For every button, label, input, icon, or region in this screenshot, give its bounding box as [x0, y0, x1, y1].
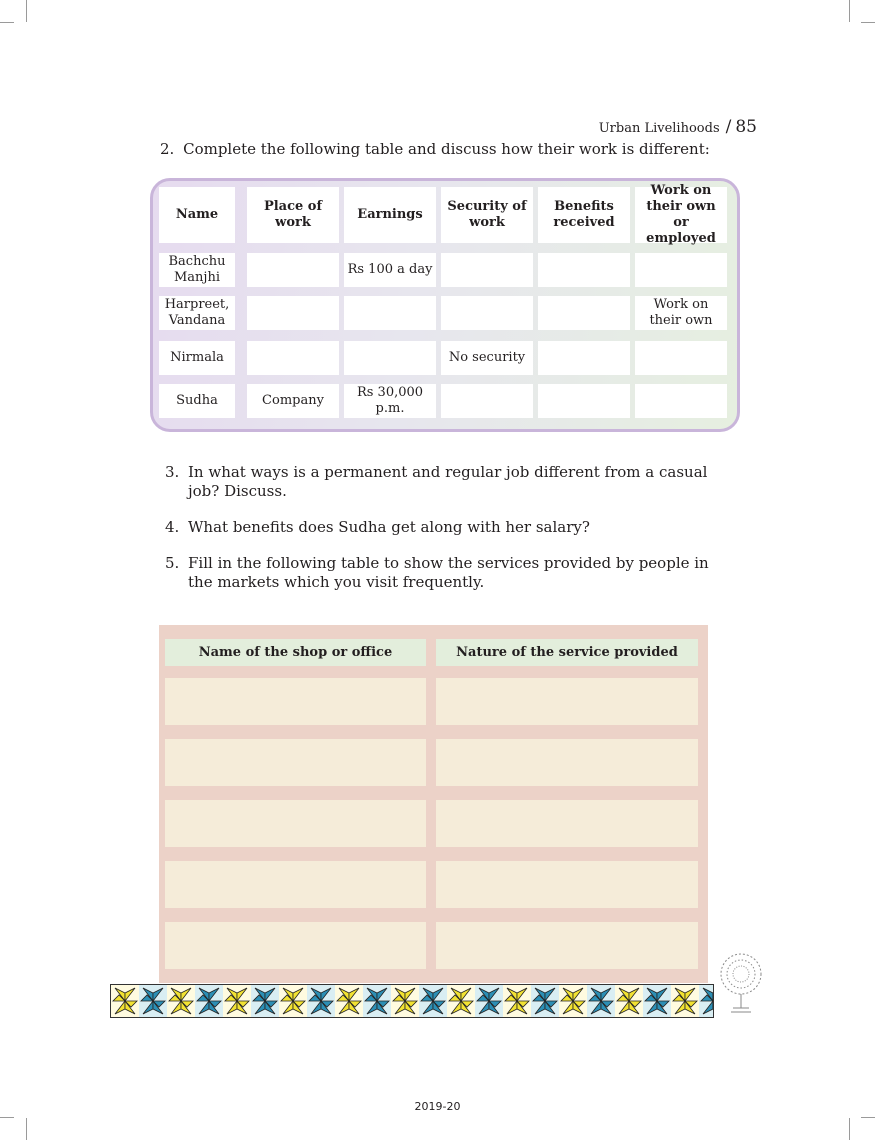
- crop-mark: [0, 1117, 14, 1118]
- table-cell: [441, 253, 533, 287]
- question-number: 3.: [165, 463, 180, 481]
- table-cell: [538, 341, 630, 375]
- border-tile: [503, 985, 531, 1017]
- table-cell: [441, 384, 533, 418]
- border-tile: [475, 985, 503, 1017]
- table-cell: Rs 100 a day: [344, 253, 436, 287]
- blank-cell: [436, 678, 698, 725]
- question-text: What benefits does Sudha get along with her salary?: [188, 518, 590, 536]
- question-number: 2.: [160, 140, 175, 158]
- column-header: Work on their own or employed: [635, 187, 727, 243]
- border-tile: [335, 985, 363, 1017]
- question-number: 4.: [165, 518, 180, 536]
- table-cell: [344, 296, 436, 330]
- blank-cell: [436, 861, 698, 908]
- crop-mark: [861, 22, 875, 23]
- table-cell: [344, 341, 436, 375]
- question-text: Complete the following table and discuss how their work is different:: [183, 140, 710, 158]
- blank-cell: [436, 739, 698, 786]
- border-tile: [531, 985, 559, 1017]
- border-tile: [615, 985, 643, 1017]
- blank-cell: [165, 678, 426, 725]
- crop-mark: [0, 22, 14, 23]
- page-number: 85: [735, 117, 757, 137]
- table-cell: Work on their own: [635, 296, 727, 330]
- table-cell: [635, 341, 727, 375]
- table-cell: [247, 253, 339, 287]
- column-header: Earnings: [344, 187, 436, 243]
- tree-logo: [715, 950, 767, 1020]
- table-cell: No security: [441, 341, 533, 375]
- table-cell: [247, 341, 339, 375]
- border-tile: [419, 985, 447, 1017]
- work-comparison-table: [150, 178, 740, 432]
- column-header: Benefits received: [538, 187, 630, 243]
- column-header: Nature of the service provided: [436, 639, 698, 666]
- border-tile: [223, 985, 251, 1017]
- blank-cell: [165, 800, 426, 847]
- border-tile: [587, 985, 615, 1017]
- row-name-cell: Harpreet, Vandana: [159, 296, 235, 330]
- footer-year: 2019-20: [414, 1100, 461, 1113]
- table-cell: [538, 384, 630, 418]
- table-cell: [441, 296, 533, 330]
- header-separator: /: [725, 117, 732, 137]
- crop-mark: [26, 0, 27, 22]
- row-name-cell: Sudha: [159, 384, 235, 418]
- border-tile: [195, 985, 223, 1017]
- border-tile: [139, 985, 167, 1017]
- section-title: Urban Livelihoods: [598, 121, 720, 136]
- border-tile: [671, 985, 699, 1017]
- column-header: Name: [159, 187, 235, 243]
- question-2: [160, 140, 740, 159]
- border-tile: [559, 985, 587, 1017]
- crop-mark: [861, 1117, 875, 1118]
- question-4: [165, 518, 725, 537]
- crop-mark: [849, 0, 850, 22]
- border-tile: [251, 985, 279, 1017]
- column-header: Security of work: [441, 187, 533, 243]
- border-tile: [167, 985, 195, 1017]
- blank-cell: [165, 922, 426, 969]
- decorative-border: [110, 984, 714, 1018]
- blank-cell: [436, 800, 698, 847]
- services-table: [159, 625, 708, 983]
- question-text: In what ways is a permanent and regular job different from a casual job? Discuss.: [188, 463, 708, 500]
- question-text: Fill in the following table to show the services provided by people in the markets which you visit frequently.: [188, 554, 709, 591]
- column-header: Place of work: [247, 187, 339, 243]
- question-5: [165, 554, 725, 592]
- crop-mark: [26, 1118, 27, 1140]
- border-tile: [111, 985, 139, 1017]
- column-header: Name of the shop or office: [165, 639, 426, 666]
- border-tile: [279, 985, 307, 1017]
- table-cell: Rs 30,000 p.m.: [344, 384, 436, 418]
- table-cell: Company: [247, 384, 339, 418]
- table-cell: [247, 296, 339, 330]
- blank-cell: [436, 922, 698, 969]
- row-name-cell: Bachchu Manjhi: [159, 253, 235, 287]
- table-cell: [635, 384, 727, 418]
- row-name-cell: Nirmala: [159, 341, 235, 375]
- question-number: 5.: [165, 554, 180, 572]
- crop-mark: [849, 1118, 850, 1140]
- table-cell: [635, 253, 727, 287]
- blank-cell: [165, 739, 426, 786]
- border-tile: [307, 985, 335, 1017]
- blank-cell: [165, 861, 426, 908]
- border-tile: [643, 985, 671, 1017]
- table-cell: [538, 296, 630, 330]
- border-tile: [447, 985, 475, 1017]
- border-tile: [363, 985, 391, 1017]
- question-3: [165, 463, 725, 501]
- border-tile: [391, 985, 419, 1017]
- border-tile: [699, 985, 714, 1017]
- running-header: [599, 117, 757, 137]
- table-cell: [538, 253, 630, 287]
